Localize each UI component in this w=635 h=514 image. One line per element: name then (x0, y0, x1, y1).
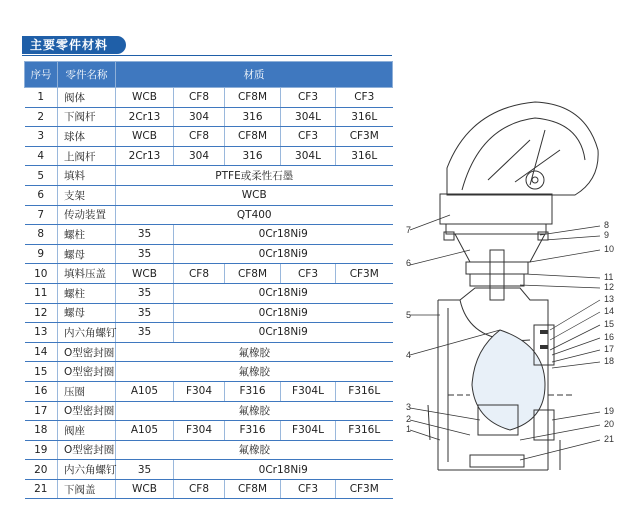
row-number: 8 (25, 225, 58, 245)
material-cell: CF8M (225, 264, 281, 284)
callout-number: 16 (604, 332, 615, 342)
part-name: 填料 (58, 166, 116, 186)
callout-number: 12 (604, 282, 615, 292)
row-number: 17 (25, 401, 58, 421)
callouts-left (406, 225, 411, 434)
header-name: 零件名称 (58, 62, 116, 88)
part-name: 传动装置 (58, 205, 116, 225)
part-name: 螺柱 (58, 283, 116, 303)
row-number: 13 (25, 323, 58, 343)
part-name: 螺柱 (58, 225, 116, 245)
callout-number: 19 (604, 406, 615, 416)
callout-number: 13 (604, 294, 615, 304)
row-number: 4 (25, 146, 58, 166)
material-cell: WCB (116, 88, 174, 108)
row-number: 19 (25, 440, 58, 460)
material-cell: WCB (116, 127, 174, 147)
material-cell: CF8M (225, 88, 281, 108)
material-cell: F316 (225, 421, 281, 441)
callout-number: 14 (604, 306, 615, 316)
material-cell: 氟橡胶 (116, 401, 393, 421)
row-number: 14 (25, 342, 58, 362)
material-cell: 35 (116, 244, 174, 264)
part-name: O型密封圈 (58, 342, 116, 362)
material-cell: CF3 (281, 264, 336, 284)
material-cell: CF8 (174, 264, 225, 284)
material-cell: CF3 (336, 88, 393, 108)
material-cell: 35 (116, 303, 174, 323)
part-name: 阀体 (58, 88, 116, 108)
material-cell: 35 (116, 460, 174, 480)
material-cell: 0Cr18Ni9 (174, 460, 393, 480)
material-cell: CF8M (225, 127, 281, 147)
material-cell: CF8 (174, 479, 225, 499)
part-name: 阀座 (58, 421, 116, 441)
material-cell: 0Cr18Ni9 (174, 244, 393, 264)
material-cell: 304 (174, 107, 225, 127)
material-cell: CF3M (336, 264, 393, 284)
material-cell: CF8 (174, 88, 225, 108)
material-cell: F304L (281, 381, 336, 401)
row-number: 10 (25, 264, 58, 284)
part-name: O型密封圈 (58, 401, 116, 421)
material-cell: 氟橡胶 (116, 440, 393, 460)
material-cell: 35 (116, 283, 174, 303)
material-cell: F304 (174, 381, 225, 401)
material-cell: 0Cr18Ni9 (174, 283, 393, 303)
row-number: 11 (25, 283, 58, 303)
callout-number: 18 (604, 356, 615, 366)
material-cell: F304L (281, 421, 336, 441)
row-number: 16 (25, 381, 58, 401)
callout-number: 8 (604, 220, 610, 230)
part-name: 填料压盖 (58, 264, 116, 284)
header-material: 材质 (116, 62, 393, 88)
material-cell: 氟橡胶 (116, 342, 393, 362)
row-number: 9 (25, 244, 58, 264)
callout-number: 4 (406, 350, 412, 360)
material-cell: WCB (116, 264, 174, 284)
material-cell: PTFE或柔性石墨 (116, 166, 393, 186)
part-name: O型密封圈 (58, 362, 116, 382)
material-cell: F316L (336, 421, 393, 441)
material-cell: 316 (225, 107, 281, 127)
row-number: 20 (25, 460, 58, 480)
callout-number: 6 (406, 258, 412, 268)
material-cell: CF8M (225, 479, 281, 499)
row-number: 18 (25, 421, 58, 441)
part-name: 压圈 (58, 381, 116, 401)
material-cell: QT400 (116, 205, 393, 225)
part-name: 螺母 (58, 303, 116, 323)
material-cell: 氟橡胶 (116, 362, 393, 382)
callout-number: 2 (406, 414, 412, 424)
callout-number: 11 (604, 272, 614, 282)
header-no: 序号 (25, 62, 58, 88)
material-cell: 316 (225, 146, 281, 166)
part-name: O型密封圈 (58, 440, 116, 460)
row-number: 5 (25, 166, 58, 186)
material-cell: CF3 (281, 88, 336, 108)
row-number: 12 (25, 303, 58, 323)
callout-number: 17 (604, 344, 615, 354)
part-name: 内六角螺钉 (58, 323, 116, 343)
part-name: 支架 (58, 185, 116, 205)
material-cell: F316 (225, 381, 281, 401)
callout-number: 7 (406, 225, 412, 235)
material-cell: 35 (116, 323, 174, 343)
bottom-cover (470, 455, 524, 467)
material-cell: 304L (281, 146, 336, 166)
part-name: 球体 (58, 127, 116, 147)
material-cell: CF3M (336, 127, 393, 147)
material-cell: CF8 (174, 127, 225, 147)
callout-number: 1 (406, 424, 412, 434)
material-cell: 2Cr13 (116, 146, 174, 166)
material-cell: 0Cr18Ni9 (174, 225, 393, 245)
material-cell: A105 (116, 381, 174, 401)
callouts-right (604, 220, 614, 444)
material-cell: 0Cr18Ni9 (174, 323, 393, 343)
material-cell: CF3M (336, 479, 393, 499)
material-cell: 316L (336, 146, 393, 166)
section-title: 主要零件材料 (22, 36, 126, 54)
part-name: 上阀杆 (58, 146, 116, 166)
callout-number: 10 (604, 244, 615, 254)
row-number: 21 (25, 479, 58, 499)
material-cell: CF3 (281, 479, 336, 499)
handwheel-hub (526, 171, 544, 189)
gland (466, 262, 528, 274)
material-cell: A105 (116, 421, 174, 441)
callout-number: 9 (604, 230, 610, 240)
part-name: 螺母 (58, 244, 116, 264)
row-number: 2 (25, 107, 58, 127)
material-cell: WCB (116, 479, 174, 499)
row-number: 6 (25, 185, 58, 205)
row-number: 3 (25, 127, 58, 147)
material-cell: WCB (116, 185, 393, 205)
gear-box (440, 194, 552, 224)
callout-number: 21 (604, 434, 615, 444)
material-cell: 2Cr13 (116, 107, 174, 127)
row-number: 1 (25, 88, 58, 108)
material-cell: 304 (174, 146, 225, 166)
bracket (455, 234, 545, 262)
row-number: 7 (25, 205, 58, 225)
callout-number: 15 (604, 319, 615, 329)
material-cell: F304 (174, 421, 225, 441)
callout-number: 3 (406, 402, 412, 412)
material-cell: 0Cr18Ni9 (174, 303, 393, 323)
handwheel-outline (447, 102, 598, 195)
upper-stem (490, 250, 504, 300)
row-number: 15 (25, 362, 58, 382)
material-cell: 316L (336, 107, 393, 127)
part-name: 下阀盖 (58, 479, 116, 499)
material-cell: 304L (281, 107, 336, 127)
material-cell: 35 (116, 225, 174, 245)
material-cell: CF3 (281, 127, 336, 147)
part-name: 内六角螺钉 (58, 460, 116, 480)
part-name: 下阀杆 (58, 107, 116, 127)
callout-number: 20 (604, 419, 615, 429)
material-cell: F316L (336, 381, 393, 401)
callout-number: 5 (406, 310, 412, 320)
